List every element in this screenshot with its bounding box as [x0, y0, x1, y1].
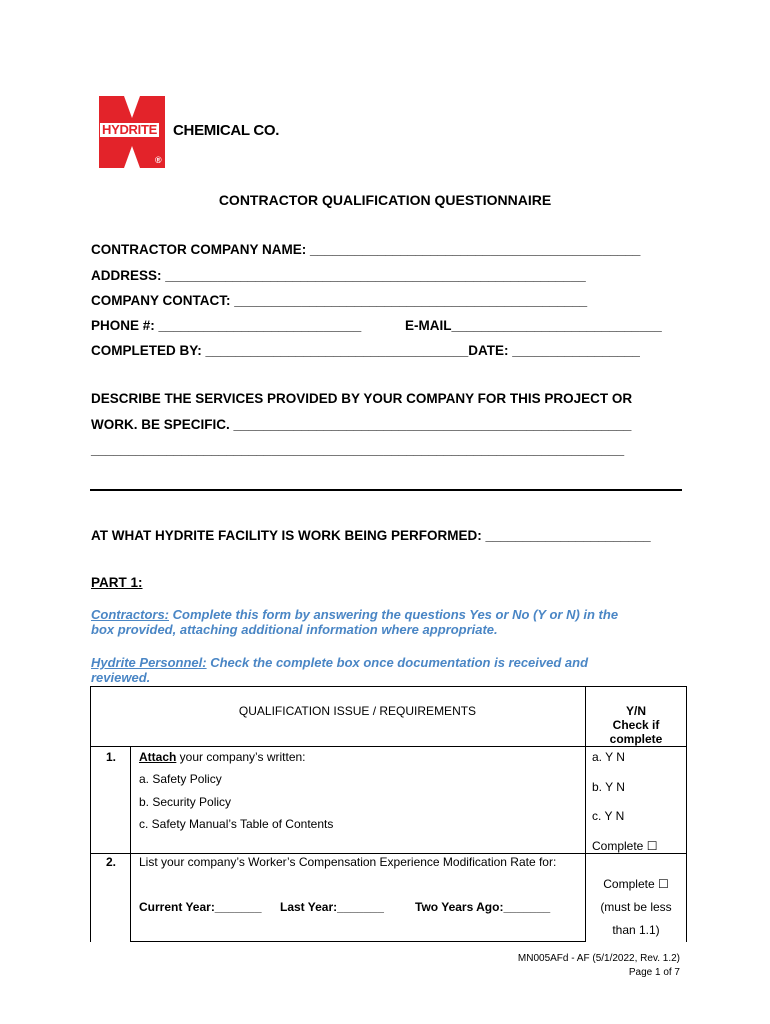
header-complete-label: complete [609, 732, 663, 746]
page-title: CONTRACTOR QUALIFICATION QUESTIONNAIRE [218, 192, 552, 208]
describe-services-field[interactable]: WORK. BE SPECIFIC. _____________________________________________________ [91, 417, 632, 432]
address-field[interactable]: ADDRESS: ________________________________________________________ [91, 268, 586, 283]
row2-last-year[interactable]: Last Year:_______ [280, 900, 384, 914]
part-heading: PART 1: [91, 575, 143, 590]
page-number: Page 1 of 7 [628, 967, 680, 978]
row1-item-c: c. Safety Manual’s Table of Contents [139, 817, 334, 831]
table-row-divider [90, 853, 687, 854]
table-top-border [90, 686, 687, 687]
table-left-border-body [90, 746, 91, 942]
describe-services-line[interactable]: _______________________________________________________________________ [91, 442, 625, 457]
table-right-border [686, 686, 687, 942]
personnel-instructions [91, 655, 691, 685]
personnel-text: Check the complete box once documentation is received and [206, 655, 589, 670]
table-num-divider [130, 746, 131, 942]
logo-notch-bottom [124, 146, 140, 168]
row1-yn-c[interactable]: c. Y N [592, 809, 625, 823]
email-field[interactable]: E-MAIL____________________________ [405, 318, 662, 333]
facility-field[interactable]: AT WHAT HYDRITE FACILITY IS WORK BEING PERFORMED: ______________________ [91, 528, 651, 543]
logo-notch-top [124, 96, 140, 118]
row1-complete-checkbox[interactable]: Complete ☐ [592, 839, 658, 853]
logo-registered-mark: ® [155, 155, 162, 165]
company-name-field[interactable]: CONTRACTOR COMPANY NAME: ____________________________________________ [91, 242, 641, 257]
table-header-divider [90, 746, 687, 747]
describe-services-label: DESCRIBE THE SERVICES PROVIDED BY YOUR COMPANY FOR THIS PROJECT OR [91, 391, 633, 406]
company-contact-field[interactable]: COMPANY CONTACT: _______________________________________________ [91, 293, 588, 308]
personnel-label: Hydrite Personnel: [91, 655, 207, 670]
table-header-issue: QUALIFICATION ISSUE / REQUIREMENTS [238, 704, 477, 718]
row2-complete-checkbox[interactable]: Complete ☐ [603, 877, 669, 891]
section-divider [90, 489, 682, 491]
logo-brand-text: HYDRITE [102, 122, 157, 137]
contractor-instructions [91, 607, 691, 637]
row1-attach-text [139, 750, 306, 764]
logo-company-text: CHEMICAL CO. [173, 122, 280, 139]
table-left-border [90, 686, 91, 746]
company-logo [99, 96, 295, 168]
phone-field[interactable]: PHONE #: ___________________________ [91, 318, 362, 333]
row1-yn-b[interactable]: b. Y N [592, 780, 625, 794]
table-bottom-border [130, 941, 585, 942]
document-code: MN005AFd - AF (5/1/2022, Rev. 1.2) [517, 953, 680, 964]
row1-attach-rest: your company’s written: [176, 750, 306, 764]
row1-item-a: a. Safety Policy [139, 772, 222, 786]
row1-attach-label: Attach [139, 750, 177, 764]
contractors-label: Contractors: [91, 607, 170, 622]
row2-note-line1: (must be less [600, 900, 672, 914]
row2-current-year[interactable]: Current Year:_______ [139, 900, 262, 914]
row2-number: 2. [106, 855, 117, 869]
row2-text: List your company’s Worker’s Compensation Experience Modification Rate for: [139, 855, 557, 869]
row2-two-years-ago[interactable]: Two Years Ago:_______ [415, 900, 551, 914]
row1-yn-a[interactable]: a. Y N [592, 750, 625, 764]
contractors-text-2: box provided, attaching additional information where appropriate. [91, 622, 498, 637]
contractors-text: Complete this form by answering the questions Yes or No (Y or N) in the [169, 607, 619, 622]
header-check-label: Check if [612, 718, 660, 732]
row2-note-line2: than 1.1) [612, 923, 660, 937]
personnel-text-2: reviewed. [91, 670, 151, 685]
row1-number: 1. [106, 750, 117, 764]
table-header-yn [586, 704, 686, 746]
completed-by-date-field[interactable]: COMPLETED BY: ___________________________________DATE: _________________ [91, 343, 640, 358]
header-yn-label: Y/N [625, 704, 646, 718]
row1-item-b: b. Security Policy [139, 795, 232, 809]
